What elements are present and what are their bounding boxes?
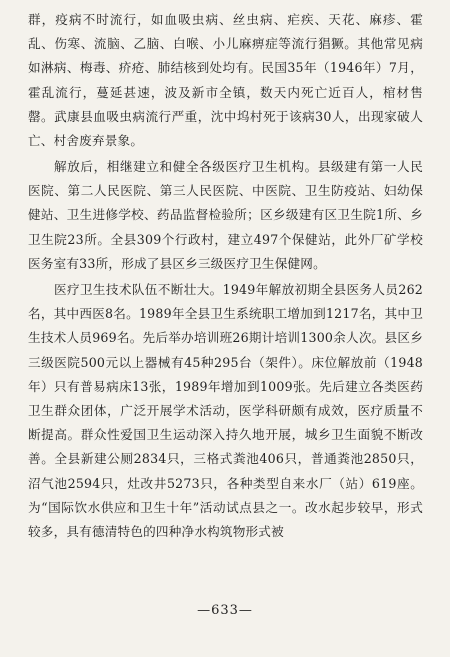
paragraph-medical-workforce: 医疗卫生技术队伍不断壮大。1949年解放初期全县医务人员262名，其中西医8名。1989年全县卫生系统职工增加到1217名，其中卫生技术人员969名。先后举办培训班26期计培训1300余人次。县区乡三级医院500元以上器械有45种295台（架件）。床位解放前（1948年）只有普易病床13张，1989年增加到1009张。先后建立各类医药卫生群众团体，广泛开展学术活动，医学科研颇有成效，医疗质量不断提高。群众性爱国卫生运动深入持久地开展，城乡卫生面貌不断改善。全县新建公厕2834只，三格式粪池406只，普通粪池2850只，沼气池2594只，灶改井5273只，各种类型自来水厂（站）619座。为“国际饮水供应和卫生十年”活动试点县之一。改水起步较早，形式较多，具有德清特色的四种净水构筑物形式被 xyxy=(28,282,423,540)
paragraph-epidemics: 群，疫病不时流行，如血吸虫病、丝虫病、疟疾、天花、麻疹、霍乱、伤寒、流脑、乙脑、白喉、小儿麻痹症等流行猖獗。其他常见病如淋病、梅毒、疥疮、肺结核到处均有。民国35年（1946年）7月，霍乱流行，蔓延甚速，波及新市全镇，数天内死亡近百人，棺材售罄。武康县血吸虫病流行严重，沈中坞村死于该病30人，出现家破人亡、村舍废弃景象。 xyxy=(28,12,423,149)
paragraph-health-institutions: 解放后，相继建立和健全各级医疗卫生机构。县级建有第一人民医院、第二人民医院、第三人民医院、中医院、卫生防疫站、妇幼保健站、卫生进修学校、药品监督检验所；区乡级建有区卫生院1所、乡卫生院23所。全县309个行政村，建立497个保健站，此外厂矿学校医务室有33所，形成了县区乡三级医疗卫生保健网。 xyxy=(28,159,423,271)
page-number: —633— xyxy=(197,603,253,618)
